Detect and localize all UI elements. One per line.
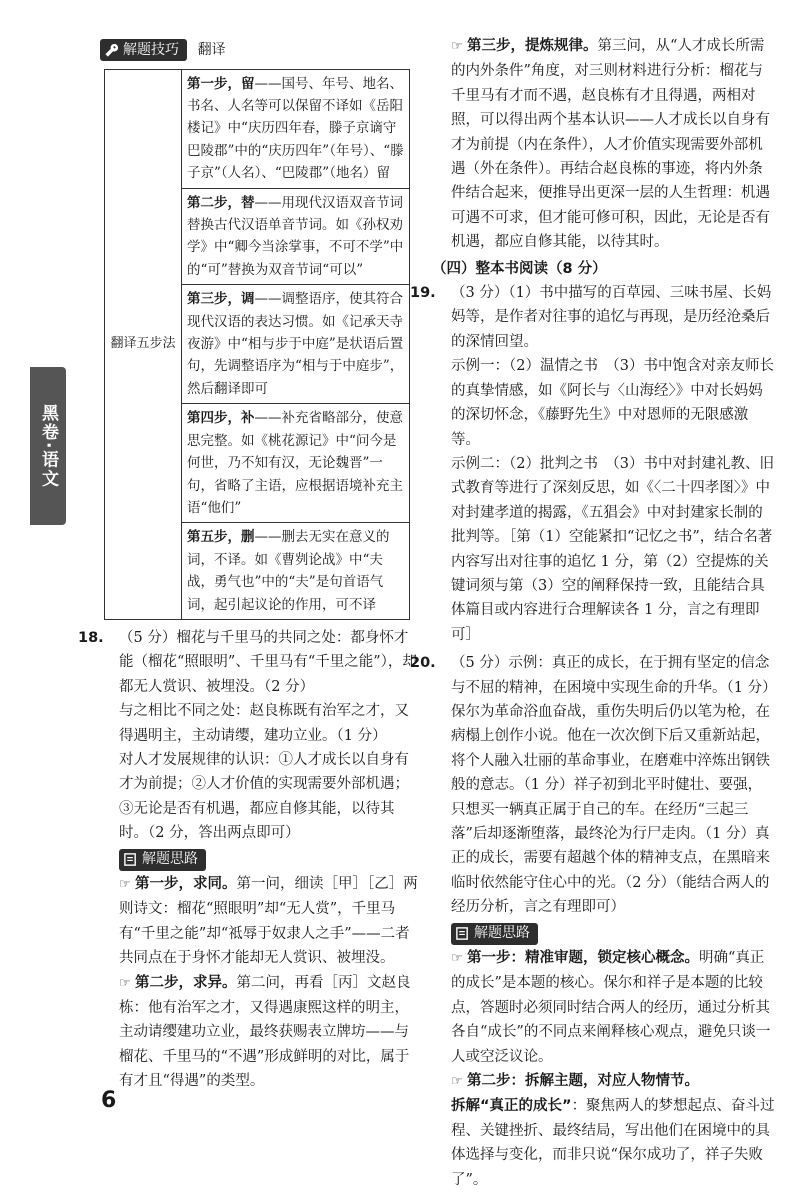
notepad-icon [455,926,470,941]
answer-line: 对人才发展规律的认识：①人才成长以自身有才为前提；②人才价值的实现需要外部机遇；③无论是否有机遇，都应自修其能，以待其时。（2 分，答出两点即可） [119,751,409,842]
thinking-tag [451,923,538,945]
thinking-step: ☞ 第一步：精准审题，锁定核心概念。明确“真正的成长”是本题的核心。保尔和祥子是本题的比较点，答题时必须同时结合两人的经历，通过分析其各自“成长”的不同点来阐释核心观点，避免只谈一人或空泛议论。 [432,946,776,1069]
question-number: 19. [410,285,436,302]
page-number: 6 [101,1088,117,1113]
right-column [410,34,776,1192]
step-label: 第二步，替 [187,194,255,211]
answer-line: 与之相比不同之处：赵良栋既有治军之才，又得遇明主，主动请缨，建功立业。（1 分） [119,703,409,744]
table-cell [182,285,410,404]
thinking-step: ☞ 第二步，求异。第二问，再看［丙］文赵良栋：他有治军之才，又得遇康熙这样的明主，主动请缨建功立业，最终获赐表立牌坊——与榴花、千里马的“不遇”形成鲜明的对比，属于有才且“得遇”的类型。 [100,971,418,1094]
step-label: 第四步，补 [187,410,255,427]
step-text: ——调整语序，使其符合现代汉语的表达习惯。如《记承天寺夜游》中“相与步于中庭”是状语后置句，先调整语序为“相与于中庭步”，然后翻译即可 [187,291,404,397]
answer-line: 20. （5 分）示例：真正的成长，在于拥有坚定的信念与不屈的精神，在困境中实现生命的升华。（1 分）保尔为革命浴血奋战，重伤失明后仍以笔为枪，在病榻上创作小说。他在一次次倒下后又重新站起，将个人融入壮丽的革命事业，在磨难中淬炼出钢铁般的意志。（1 分）祥子初到北平时健壮、要强，只想买一辆真正属于自己的车。在经历“三起三落”后却逐渐堕落，最终沦为行尸走肉。（1 分）真正的成长，需要有超越个体的精神支点，在黑暗来临时依然能守住心中的光。（2 分）（能结合两人的经历分析，言之有理即可） [432,651,776,919]
pointing-hand-icon: ☞ [451,39,463,54]
table-cell [182,523,410,620]
thinking-header [100,848,418,872]
side-tab: 黑卷·语文 [30,367,66,525]
translation-table [104,69,410,620]
question-number: 20. [410,655,436,672]
pointing-hand-icon: ☞ [451,951,463,967]
tips-header [100,38,418,63]
question-20 [410,651,776,1192]
question-number: 18. [78,629,104,646]
thinking-step: ☞ 第二步：拆解主题，对应人物情节。 [432,1069,776,1094]
step-label: 第一步，留 [187,75,255,92]
thinking-step: ☞ 第三步，提炼规律。第三问，从“人才成长所需的内外条件”角度，对三则材料进行分析：榴花与千里马有才而不遇，赵良栋有才且得遇，两相对照，可以得出两个基本认识——人才成长以自身有才为前提（内在条件），人才价值实现需要外部机遇（外在条件）。再结合赵良栋的事迹，将内外条件结合起来，便推导出更深一层的人生哲理：机遇可遇不可求，但才能可修可积，因此，无论是否有机遇，都应自修其能，以待其时。 [432,34,776,255]
tips-tag-label: 解题技巧 [123,42,179,58]
notepad-icon [123,852,138,867]
table-head: 翻译五步法 [105,69,182,619]
table-cell [182,404,410,523]
question-19 [410,281,776,647]
pointing-hand-icon: ☞ [119,975,131,991]
thinking-detail: 拆解“真正的成长”：聚焦两人的梦想起点、奋斗过程、关键挫折、最终结局，写出他们在困境中的具体选择与变化，而非只说“保尔成功了，祥子失败了”。 [451,1098,775,1188]
answer-line: 示例一：（2）温情之书 （3）书中饱含对亲友师长的真挚情感，如《阿长与〈山海经〉》中对长妈妈的深切怀念，《藤野先生》中对恩师的无限感激等。 [451,358,774,448]
thinking-header [432,922,776,946]
step-text: ——用现代汉语双音节词替换古代汉语单音节词。如《孙权劝学》中“卿今当涂掌事，不可不学”中的“可”替换为双音节词“可以” [187,194,404,278]
answer-line: 18. （5 分）榴花与千里马的共同之处：都身怀才能（榴花“照眼明”、千里马有“千里之能”），却都无人赏识、被埋没。（2 分） [100,626,418,699]
thinking-tag-label: 解题思路 [474,925,530,942]
table-cell [182,69,410,188]
thinking-tag-label: 解题思路 [142,851,198,868]
tips-title: 翻译 [197,42,226,58]
left-column [78,38,418,1094]
table-cell [182,188,410,285]
table-row [105,69,410,188]
step-text: ——补充省略部分，使意思完整。如《桃花源记》中“问今是何世，乃不知有汉，无论魏晋”一句，省略了主语，应根据语境补充主语“他们” [187,410,403,516]
wrench-icon [104,43,119,58]
thinking-tag [119,849,206,871]
step-label: 第三步，调 [187,291,255,308]
answer-line: 示例二：（2）批判之书 （3）书中对封建礼教、旧式教育等进行了深刻反思，如《〈二十四孝图〉》中对封建孝道的揭露，《五猖会》中对封建家长制的批判等。［第（1）空能紧扣“记忆之书”，结合名著内容写出对往事的追忆 1 分，第（2）空提炼的关键词须与第（3）空的阐释保持一致，且能结合具体篇目或内容进行合理解读各 1 分，言之有理即可］ [451,455,774,643]
tips-tag [100,39,187,61]
question-18 [78,626,418,1094]
answer-line: 19. （3 分）（1）书中描写的百草园、三味书屋、长妈妈等，是作者对往事的追忆与再现，是历经沧桑后的深情回望。 [432,281,776,354]
step-text: ——删去无实在意义的词，不译。如《曹刿论战》中“夫战，勇气也”中的“夫”是句首语气词，起引起议论的作用，可不译 [187,529,390,613]
step-label: 第五步，删 [187,529,255,546]
pointing-hand-icon: ☞ [119,877,131,893]
pointing-hand-icon: ☞ [451,1074,463,1090]
thinking-step: ☞ 第一步，求同。第一问，细读［甲］［乙］两则诗文：榴花“照眼明”却“无人赏”，千里马有“千里之能”却“祗辱于奴隶人之手”——二者共同点在于身怀才能却无人赏识、被埋没。 [100,872,418,971]
step-text: ——国号、年号、地名、书名、人名等可以保留不译如《岳阳楼记》中“庆历四年春，滕子京谪守巴陵郡”中的“庆历四年”（年号）、“滕子京”（人名）、“巴陵郡”（地名）留 [187,75,404,182]
section-heading: （四）整本书阅读（8 分） [432,260,607,277]
